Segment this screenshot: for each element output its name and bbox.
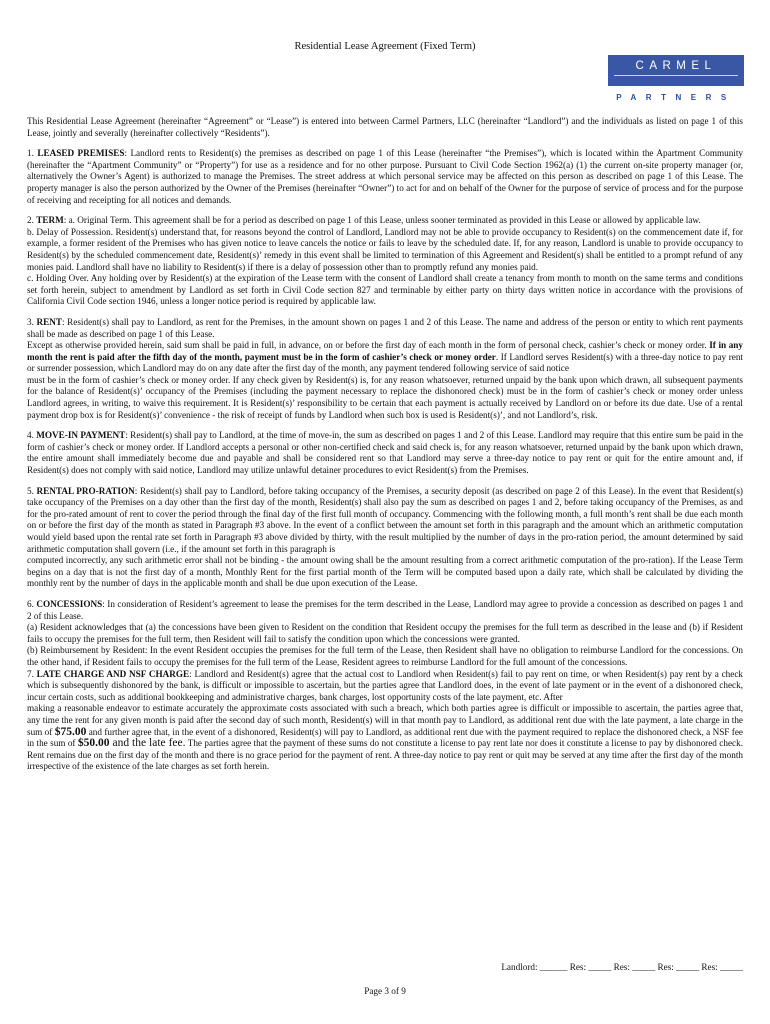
- section-concessions: 6. CONCESSIONS: In consideration of Resident’s agreement to lease the premises for the term described in the Lease, Landlord may agree to provide a concession as described on pages 1 and 2 of this Lease.: [27, 598, 744, 621]
- logo-box: [608, 55, 744, 86]
- logo-rule: [614, 75, 738, 76]
- late-fee-amount: $75.00: [54, 725, 87, 738]
- proration-computation: computed incorrectly, any such arithmetic error shall not be binding - the amount owing shall be the amount resulting from a correct arithmetic computation of the pro-ration). If the Lease Term begins on a day that is not the first day of a month, Monthly Rent for the first partial month of the Term will be computed based upon a daily rate, which shall be calculated by dividing the monthly rent by the number of days in the applicable month and shall be due upon execution of the Lease.: [27, 555, 743, 589]
- section-heading: RENT: [36, 316, 63, 327]
- late-charge-amounts: making a reasonable endeavor to estimate accurately the approximate costs associated with such a breach, which both parties agree is difficult or impossible to ascertain, the parties agree that, any time the rent for any given month is paid after the second day of such month, Resident(s) will in that month pay to Landlord, as additional rent due with the late payment, a late charge in the sum of $75.00 and further agree that, in the event of a dishonored, Resident(s) will pay to Landlord, as additional rent due with the payment required to replace the dishonored check, a NSF fee in the sum of $50.00 and the late fee. The parties agree that the payment of these sums do not constitute a license to pay rent late nor does it constitute a license to pay by dishonored check. Rent remains due on the first day of the month and there is no grace period for the payment of rent. A three-day notice to pay rent or quit may be served at any time after the first day of the month irrespective of the existence of the late charges as set forth herein.: [27, 703, 744, 772]
- rent-bold-clause: If in any month the rent is paid after the fifth day of the month, payment must be in the form of cashier’s check or money order: [27, 340, 743, 362]
- section-heading: MOVE-IN PAYMENT: [36, 430, 126, 441]
- section-heading: TERM: [36, 215, 64, 226]
- intro-paragraph: This Residential Lease Agreement (hereinafter “Agreement” or “Lease”) is entered into between Carmel Partners, LLC (hereinafter “Landlord”) and the individuals as listed on page 1 of this Lease, jointly and severally (hereinafter collectively “Residents”).: [27, 116, 743, 138]
- nsf-fee-amount: $50.00: [77, 737, 110, 750]
- section-move-in-payment: 4. MOVE-IN PAYMENT: Resident(s) shall pay to Landlord, at the time of move-in, the sum as described on pages 1 and 2 of this Lease. Landlord may require that this entire sum be paid in the form of cashier’s check or money order. If Landlord accepts a personal or other non-certified check and said check is, for any reason whatsoever, returned unpaid by the bank upon which drawn, the entire amount shall immediately become due and payable and shall be considered rent so that Landlord may serve a three-day notice to pay rent or quit for the entire amount and, if Resident(s) does not comply with said notice, Landlord may utilize unlawful detainer procedures to evict Resident(s) from the Premises.: [27, 430, 743, 476]
- section-heading: RENTAL PRO-RATION: [36, 485, 135, 496]
- section-leased-premises: 1. LEASED PREMISES: Landlord rents to Resident(s) the premises as described on page 1 of this Lease (hereinafter “the Premises”), which is located within the Apartment Community (hereinafter the “Apartment Community” or “Property”) for use as a residence and for no other purpose. Pursuant to Civil Code Section 1962(a) (1) the current on-site property manager (or, alternatively the Owner’s Agent) is authorized to manage the Premises. The street address at which personal service may be affected on this person as described on page 1 of this Lease. The property manager is also the person authorized by the Owner of the Premises (hereinafter “Owner”) to act for and on behalf of the Owner for the purpose of service of process and for the purpose of receiving and receipting for all notices and demands.: [27, 148, 744, 205]
- section-heading: LATE CHARGE AND NSF CHARGE: [36, 668, 190, 679]
- section-rental-proration: 5. RENTAL PRO-RATION: Resident(s) shall pay to Landlord, before taking occupancy of the Premises, a security deposit (as described on page 2 of this Lease). In the event that Resident(s) take occupancy of the Premises on a day other than the first day of the month, Resident(s) shall also pay the sum as described on pages 1 and 2, before taking occupancy of the Premises, as and for the pro-rated amount of rent to cover the period through the final day of the first full month of occupancy. Commencing with the following month, a full month’s rent shall be due each month on or before the first day of the month as stated in Paragraph #3 above. In the event of a conflict between the amount set forth in this paragraph and the amount which an arithmetic computation would yield based upon the rental rate set forth in Paragraph #3 above divided by thirty, with the result multiplied by the number of days in the pro-ration period, the amount determined by said arithmetic computation shall govern (i.e., if the amount set forth in this paragraph is: [27, 485, 743, 554]
- lease-body: [27, 116, 743, 782]
- page-number: Page 3 of 9: [364, 986, 406, 996]
- concessions-a: (a) Resident acknowledges that (a) the concessions have been given to Resident on the condition that Resident occupy the premises for the full term as described in the lease and (b) if Resident fails to occupy the premises for the full term, then Resident will fail to satisfy the condition upon which the concessions were granted.: [27, 622, 743, 644]
- section-heading: LEASED PREMISES: [37, 148, 125, 159]
- document-title: Residential Lease Agreement (Fixed Term): [294, 41, 476, 52]
- carmel-partners-logo: [608, 55, 744, 105]
- rent-payment-form: Except as otherwise provided herein, said sum shall be paid in full, in advance, on or before the first day of each month in the form of personal check, cashier’s check or money order. If in any month the rent is paid after the fifth day of the month, payment must be in the form of cashier’s check or money order. If Landlord serves Resident(s) with a three-day notice to pay rent or surrender possession, which Landlord may do on any date after the first day of the month, any payment tendered following service of said notice: [27, 340, 743, 374]
- section-late-charge: 7. LATE CHARGE AND NSF CHARGE: Landlord and Resident(s) agree that the actual cost to Landlord when Resident(s) fail to pay rent on time, or when Resident(s) pay rent by a check which is subsequently dishonored by the bank, is difficult or impossible to ascertain, but the parties agree that Landlord does, in the event of late payment or in the event of a dishonored check, incur certain costs, such as additional bookkeeping and administrative charges, bank charges, lost opportunity costs of the late payment, etc. After: [27, 668, 744, 702]
- concessions-b: (b) Reimbursement by Resident: In the event Resident occupies the premises for the full term of the Lease, then Resident shall have no obligation to reimburse Landlord for the concessions. On the other hand, if Resident fails to occupy the premises for the full term of the Lease, Resident agrees to reimburse Landlord for the full amount of the concessions.: [27, 645, 743, 667]
- section-rent: 3. RENT: Resident(s) shall pay to Landlord, as rent for the Premises, in the amount shown on pages 1 and 2 of this Lease. The name and address of the person or entity to which rent payments shall be made as described on page 1 of this Lease.: [27, 316, 744, 339]
- term-delay-possession: b. Delay of Possession. Resident(s) understand that, for reasons beyond the control of Landlord, Landlord may not be able to provide occupancy to Resident(s) on the commencement date if, for example, a former resident of the Premises who has given notice to leave cancels the notice or fails to leave by the scheduled date. If, for any reason, Landlord is unable to provide occupancy to Resident(s) by the scheduled commencement date, Resident(s)’ remedy in this event shall be limited to termination of this Agreement and Resident(s) shall be entitled to a prompt refund of any monies paid. Landlord shall have no liability to Resident(s) if there is a delay of possession other than to promptly refund any monies paid.: [27, 226, 743, 272]
- late-fee-phrase: and the late fee.: [109, 737, 186, 750]
- section-term: 2. TERM: a. Original Term. This agreement shall be for a period as described on page 1 of this Lease, unless sooner terminated as provided in this Lease or allowed by applicable law.: [27, 215, 701, 226]
- rent-dishonored-check: must be in the form of cashier’s check or money order. If any check given by Resident(s) is, for any reason whatsoever, returned unpaid by the bank upon which drawn, all subsequent payments for the balance of Resident(s)’ occupancy of the Premises (including the payment necessary to replace the dishonored check) must be in the form of cashier’s check or money order unless Landlord agrees, in writing, to waive this requirement. It is Resident(s)’ responsibility to be certain that each payment is actually received by Landlord on or before its due date. Use of a rental payment drop box is for Resident(s)’ convenience - the risk of receipt of funds by Landlord when such box is used is Resident(s)’, and not Landlord’s, risk.: [27, 374, 743, 420]
- logo-word: CARMEL: [635, 60, 717, 72]
- section-heading: CONCESSIONS: [36, 598, 103, 609]
- term-holding-over: c. Holding Over. Any holding over by Resident(s) at the expiration of the Lease term with the consent of Landlord shall create a tenancy from month to month on the same terms and conditions set forth herein, subject to amendment by Landlord as set forth in Civil Code section 827 and terminable by either party on thirty days written notice in accordance with the provisions of California Civil Code section 1946, unless a longer notice period is required by applicable law.: [27, 273, 743, 307]
- initials-line: Landlord: ______ Res: _____ Res: _____ Res: _____ Res: _____: [501, 962, 743, 972]
- logo-subtitle: PARTNERS: [616, 93, 736, 102]
